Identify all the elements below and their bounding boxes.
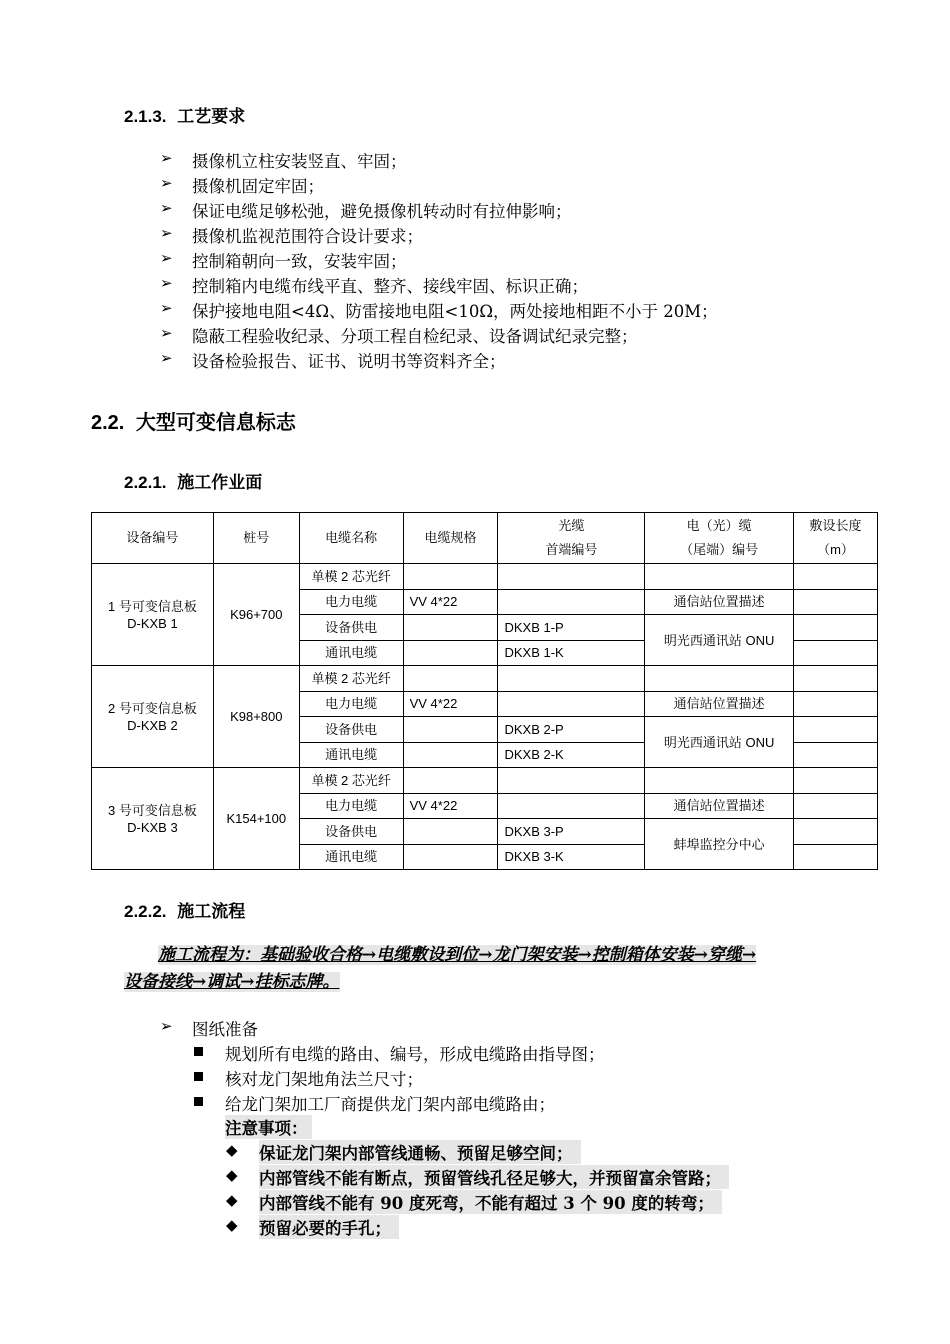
- cable-spec-cell: VV 4*22: [403, 691, 498, 717]
- tail-desc-cell: 通信站位置描述: [645, 589, 794, 615]
- header-tail-l2: （尾端）编号: [680, 542, 759, 557]
- device-cell: [92, 564, 214, 666]
- requirement-item: 保证电缆足够松弛，避免摄像机转动时有拉伸影响；: [192, 202, 572, 221]
- arrow-bullet-icon: ➢: [160, 349, 173, 367]
- cable-name-cell: 电力电缆: [299, 691, 403, 717]
- section-title: 施工流程: [177, 902, 246, 921]
- length-cell: [794, 819, 878, 845]
- requirement-item: 设备检验报告、证书、说明书等资料齐全；: [192, 352, 506, 371]
- cable-name-cell: 通讯电缆: [299, 844, 403, 870]
- device-name: 1 号可变信息板: [107, 598, 197, 614]
- section-heading-2-2-1: [124, 468, 262, 493]
- cable-spec-cell: [403, 717, 498, 743]
- cable-table: [91, 512, 878, 870]
- cable-name-cell: 电力电缆: [299, 589, 403, 615]
- requirement-item: 保护接地电阻<4Ω、防雷接地电阻<10Ω，两处接地相距不小于 20M；: [192, 302, 718, 321]
- cable-name-cell: 设备供电: [299, 717, 403, 743]
- device-code: D-KXB 3: [127, 819, 178, 835]
- requirement-item: 摄像机立柱安装竖直、牢固；: [192, 152, 407, 171]
- tail-cell: [645, 768, 794, 794]
- diamond-bullet-icon: ◆: [226, 1166, 238, 1184]
- head-id-cell: DKXB 2-P: [498, 717, 645, 743]
- length-cell: [794, 564, 878, 590]
- header-tail-l1: 电（光）缆: [686, 518, 752, 533]
- cable-spec-cell: VV 4*22: [403, 589, 498, 615]
- note-item: 预留必要的手孔；: [259, 1215, 399, 1239]
- head-id-cell: DKXB 1-K: [498, 640, 645, 666]
- cable-name-cell: 设备供电: [299, 615, 403, 641]
- section-title: 施工作业面: [177, 473, 263, 492]
- section-number: 2.1.3.: [124, 107, 167, 126]
- cable-spec-cell: VV 4*22: [403, 793, 498, 819]
- cable-name-cell: 设备供电: [299, 819, 403, 845]
- diamond-bullet-icon: ◆: [226, 1141, 238, 1159]
- length-cell: [794, 589, 878, 615]
- head-id-cell: DKXB 2-K: [498, 742, 645, 768]
- arrow-bullet-icon: ➢: [160, 1017, 173, 1035]
- header-fiber-l1: 光缆: [558, 518, 585, 533]
- cable-name-cell: 单模 2 芯光纤: [299, 666, 403, 692]
- table-header-row: [92, 513, 878, 564]
- requirement-item: 控制箱朝向一致，安装牢固；: [192, 252, 407, 271]
- length-cell: [794, 615, 878, 641]
- head-id-cell: [498, 691, 645, 717]
- cable-name-cell: 通讯电缆: [299, 640, 403, 666]
- arrow-bullet-icon: ➢: [160, 224, 173, 242]
- cable-name-cell: 电力电缆: [299, 793, 403, 819]
- cable-spec-cell: [403, 615, 498, 641]
- arrow-bullet-icon: ➢: [160, 324, 173, 342]
- header-pile: 桩号: [213, 513, 299, 564]
- requirement-item: 控制箱内电缆布线平直、整齐、接线牢固、标识正确；: [192, 277, 588, 296]
- length-cell: [794, 742, 878, 768]
- section-heading-2-1-3: [124, 102, 245, 127]
- drawing-prep-title: 图纸准备: [192, 1020, 258, 1039]
- head-id-cell: [498, 589, 645, 615]
- head-id-cell: DKXB 1-P: [498, 615, 645, 641]
- cable-spec-cell: [403, 844, 498, 870]
- square-bullet-icon: [194, 1072, 203, 1081]
- tail-site-cell: 明光西通讯站 ONU: [645, 717, 794, 768]
- head-id-cell: [498, 768, 645, 794]
- head-id-cell: DKXB 3-P: [498, 819, 645, 845]
- cable-name-cell: 单模 2 芯光纤: [299, 768, 403, 794]
- length-cell: [794, 844, 878, 870]
- flow-line-2: 设备接线→调试→挂标志牌。: [124, 972, 340, 992]
- cable-name-cell: 单模 2 芯光纤: [299, 564, 403, 590]
- device-cell: [92, 768, 214, 870]
- note-title: 注意事项：: [225, 1115, 312, 1139]
- tail-site-cell: 明光西通讯站 ONU: [645, 615, 794, 666]
- header-fiber-head: [498, 513, 645, 564]
- arrow-bullet-icon: ➢: [160, 274, 173, 292]
- cable-spec-cell: [403, 819, 498, 845]
- header-fiber-l2: 首端编号: [545, 542, 598, 557]
- cable-spec-cell: [403, 640, 498, 666]
- device-code: D-KXB 1: [127, 615, 178, 631]
- cable-name-cell: 通讯电缆: [299, 742, 403, 768]
- device-cell: [92, 666, 214, 768]
- tail-desc-cell: 通信站位置描述: [645, 793, 794, 819]
- cable-spec-cell: [403, 768, 498, 794]
- cable-spec-cell: [403, 666, 498, 692]
- square-bullet-icon: [194, 1047, 203, 1056]
- length-cell: [794, 717, 878, 743]
- requirement-item: 摄像机监视范围符合设计要求；: [192, 227, 423, 246]
- section-title: 工艺要求: [177, 107, 246, 126]
- flow-line-1: 施工流程为：基础验收合格→电缆敷设到位→龙门架安装→控制箱体安装→穿缆→: [158, 945, 757, 965]
- length-cell: [794, 666, 878, 692]
- tail-cell: [645, 666, 794, 692]
- length-cell: [794, 793, 878, 819]
- construction-flow: [124, 942, 874, 996]
- head-id-cell: [498, 564, 645, 590]
- section-heading-2-2-2: [124, 897, 245, 922]
- section-title: 大型可变信息标志: [135, 412, 296, 434]
- header-cable-name: 电缆名称: [299, 513, 403, 564]
- arrow-bullet-icon: ➢: [160, 299, 173, 317]
- cable-spec-cell: [403, 742, 498, 768]
- section-number: 2.2.: [91, 412, 125, 434]
- pile-cell: K154+100: [213, 768, 299, 870]
- head-id-cell: [498, 793, 645, 819]
- diamond-bullet-icon: ◆: [226, 1216, 238, 1234]
- prep-item: 规划所有电缆的路由、编号，形成电缆路由指导图；: [225, 1045, 605, 1064]
- table-row: [92, 666, 878, 692]
- prep-item: 给龙门架加工厂商提供龙门架内部电缆路由；: [225, 1095, 555, 1114]
- head-id-cell: DKXB 3-K: [498, 844, 645, 870]
- tail-desc-cell: 通信站位置描述: [645, 691, 794, 717]
- length-cell: [794, 768, 878, 794]
- header-tail: [645, 513, 794, 564]
- cable-spec-cell: [403, 564, 498, 590]
- header-length: [794, 513, 878, 564]
- pile-cell: K96+700: [213, 564, 299, 666]
- arrow-bullet-icon: ➢: [160, 149, 173, 167]
- device-name: 2 号可变信息板: [107, 700, 197, 716]
- section-number: 2.2.1.: [124, 473, 167, 492]
- tail-cell: [645, 564, 794, 590]
- header-len-l2: （m）: [817, 542, 854, 557]
- requirement-item: 摄像机固定牢固；: [192, 177, 324, 196]
- table-row: [92, 564, 878, 590]
- header-device-id: 设备编号: [92, 513, 214, 564]
- note-item: 内部管线不能有断点，预留管线孔径足够大，并预留富余管路；: [259, 1165, 729, 1189]
- length-cell: [794, 640, 878, 666]
- pile-cell: K98+800: [213, 666, 299, 768]
- diamond-bullet-icon: ◆: [226, 1191, 238, 1209]
- arrow-bullet-icon: ➢: [160, 199, 173, 217]
- length-cell: [794, 691, 878, 717]
- square-bullet-icon: [194, 1097, 203, 1106]
- arrow-bullet-icon: ➢: [160, 174, 173, 192]
- note-item: 保证龙门架内部管线通畅、预留足够空间；: [259, 1140, 581, 1164]
- tail-site-cell: 蚌埠监控分中心: [645, 819, 794, 870]
- table-row: [92, 768, 878, 794]
- section-heading-2-2: [91, 406, 296, 435]
- header-cable-spec: 电缆规格: [403, 513, 498, 564]
- device-code: D-KXB 2: [127, 717, 178, 733]
- head-id-cell: [498, 666, 645, 692]
- prep-item: 核对龙门架地角法兰尺寸；: [225, 1070, 423, 1089]
- device-name: 3 号可变信息板: [107, 802, 197, 818]
- arrow-bullet-icon: ➢: [160, 249, 173, 267]
- header-len-l1: 敷设长度: [809, 518, 862, 533]
- note-item: 内部管线不能有 90 度死弯，不能有超过 3 个 90 度的转弯；: [259, 1190, 722, 1214]
- section-number: 2.2.2.: [124, 902, 167, 921]
- requirement-item: 隐蔽工程验收纪录、分项工程自检纪录、设备调试纪录完整；: [192, 327, 638, 346]
